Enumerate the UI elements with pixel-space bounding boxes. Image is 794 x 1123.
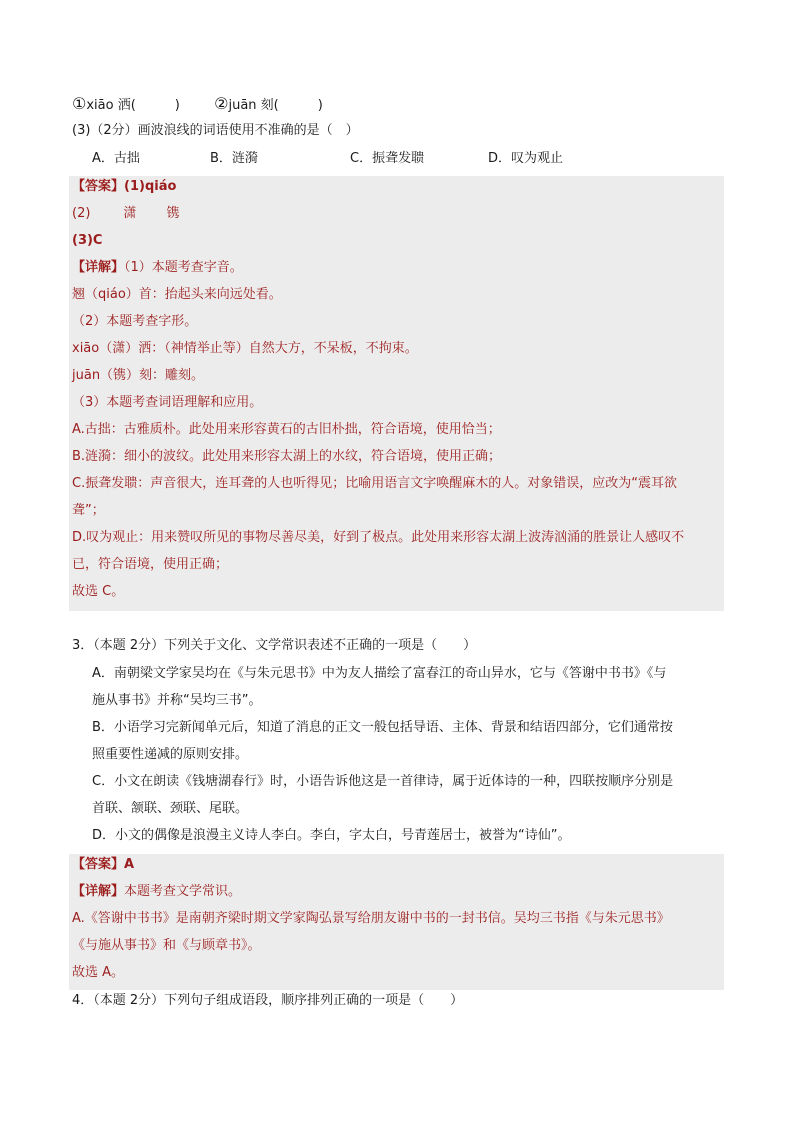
fill-blank-juan: juān 刻( ) [228,98,323,113]
detail-line-1 [72,259,243,277]
question-3-options [92,150,563,168]
detail-line-5: juān（镌）刻：雕刻。 [72,368,205,383]
answer-tag: 【答案】 [72,857,125,872]
answer-line-3: (3)C [72,233,103,248]
detail-line-9b: 聋”； [72,503,105,518]
detail-tag: 【详解】 [72,260,125,275]
detail-line-9a: C.振聋发聩：声音很大，连耳聋的人也听得见；比喻用语言文字唤醒麻木的人。对象错误，应改为“震耳欲 [72,476,677,491]
circled-number-2: ② [214,94,229,113]
option-c-line-2: 首联、颔联、颈联、尾联。 [92,801,249,816]
detail-text: （1）本题考查字音。 [124,260,243,275]
detail-line-2a: A.《答谢中书书》是南朝齐梁时期文学家陶弘景写给朋友谢中书的一封书信。吴均三书指《与朱元思书》 [72,911,670,926]
answer-char-xiao: 潇 [123,206,137,221]
fill-in-line [72,95,323,115]
detail-line-3: （2）本题考查字形。 [72,314,198,329]
detail-line-7: A.古拙：古雅质朴。此处用来形容黄石的古旧朴拙，符合语境，使用恰当； [72,422,501,437]
option-d: D．叹为观止 [488,151,564,166]
detail-text: 本题考查文学常识。 [124,884,242,899]
answer-value: A [124,857,135,872]
option-d-line: D．小文的偶像是浪漫主义诗人李白。李白，字太白，号青莲居士，被誉为“诗仙”。 [92,828,571,843]
detail-line-1 [72,883,241,901]
option-a-line-1: A．南朝梁文学家吴均在《与朱元思书》中为友人描绘了富春江的奇山异水，它与《答谢中书书》《与 [92,666,667,681]
answer-value-1: (1)qiáo [124,179,177,194]
option-c: C．振聋发聩 [350,151,425,166]
question-4-stem: 4．（本题 2分）下列句子组成语段，顺序排列正确的一项是（ ） [72,993,464,1008]
question-3-stem: (3)（2分）画波浪线的词语使用不准确的是（ ） [72,123,359,138]
detail-line-6: （3）本题考查词语理解和应用。 [72,395,263,410]
answer-line [72,856,134,874]
fill-blank-xiao: xiāo 洒( ) [86,98,180,113]
option-b: B．涟漪 [210,151,258,166]
option-b-line-1: B．小语学习完新闻单元后，知道了消息的正文一般包括导语、主体、背景和结语四部分，它们通常按 [92,720,673,735]
answer-line-2 [72,205,179,223]
detail-line-10a: D.叹为观止：用来赞叹所见的事物尽善尽美，好到了极点。此处用来形容太湖上波涛汹涌的胜景让人感叹不 [72,530,685,545]
answer-char-juan: 镌 [166,206,180,221]
option-c-line-1: C．小文在朗读《钱塘湖春行》时，小语告诉他这是一首律诗，属于近体诗的一种，四联按顺序分别是 [92,774,674,789]
detail-line-11: 故选 C。 [72,584,125,599]
detail-line-3: 故选 A。 [72,965,125,980]
option-a-line-2: 施从事书》并称“吴均三书”。 [92,693,262,708]
option-b-line-2: 照重要性递减的原则安排。 [92,747,249,762]
circled-number-1: ① [72,94,87,113]
detail-line-10b: 已，符合语境，使用正确； [72,557,229,572]
detail-tag: 【详解】 [72,884,125,899]
detail-line-2b: 《与施从事书》和《与顾章书》。 [72,938,261,953]
detail-line-2: 翘（qiáo）首：抬起头来向远处看。 [72,287,282,302]
answer-tag: 【答案】 [72,179,125,194]
question-stem: 3．（本题 2分）下列关于文化、文学常识表述不正确的一项是（ ） [72,638,477,653]
detail-line-8: B.涟漪：细小的波纹。此处用来形容太湖上的水纹，符合语境，使用正确； [72,449,502,464]
option-a: A．古拙 [92,151,140,166]
answer-line-1 [72,178,176,196]
detail-line-4: xiāo（潇）洒：（神情举止等）自然大方，不呆板，不拘束。 [72,341,418,356]
answer-label-2: (2) [72,206,91,221]
